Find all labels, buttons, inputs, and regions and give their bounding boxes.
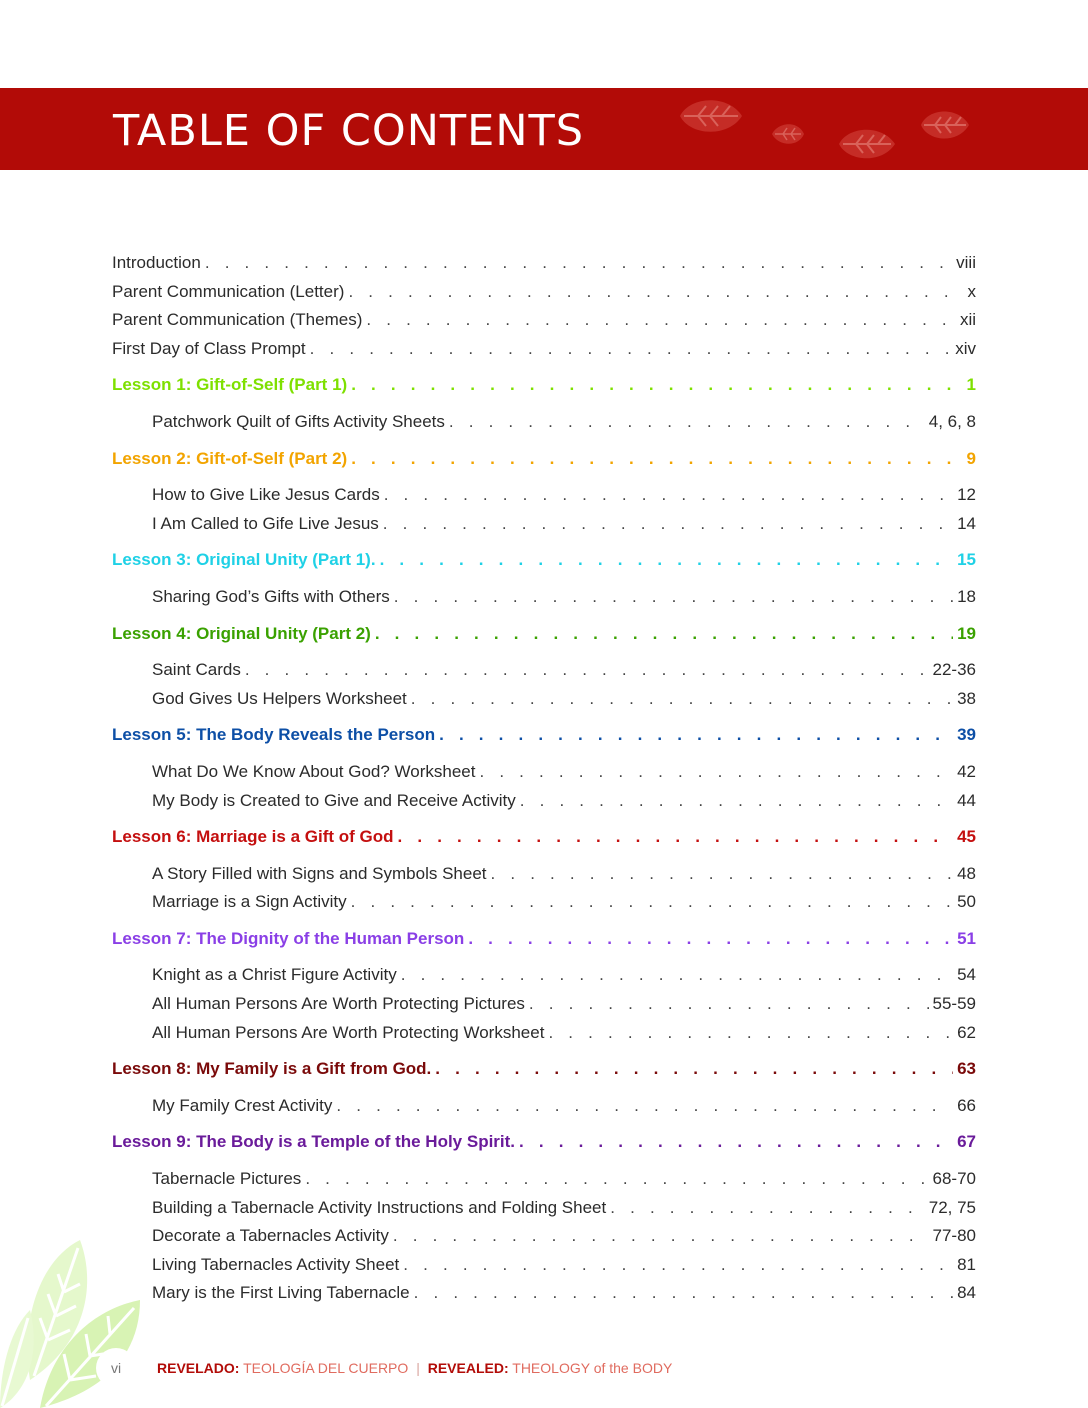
toc-entry-page: 81: [957, 1254, 976, 1274]
toc-entry-label: A Story Filled with Signs and Symbols Sheet: [152, 863, 487, 883]
lesson-page: 9: [966, 448, 976, 468]
toc-subentry[interactable]: [112, 863, 976, 885]
toc-entry-page: 62: [957, 1022, 976, 1042]
toc-entry-label: Parent Communication (Letter): [112, 281, 345, 301]
toc-entry-label: Introduction: [112, 253, 201, 272]
dot-leader: [393, 1225, 929, 1247]
lesson-5-heading[interactable]: [112, 724, 976, 746]
dot-leader: [411, 688, 953, 710]
dot-leader: [351, 891, 953, 913]
leaf-decoration-icon: [836, 124, 898, 164]
toc-entry-label: My Family Crest Activity: [152, 1095, 333, 1115]
lesson-title: Lesson 7: The Dignity of the Human Person: [112, 928, 465, 948]
toc-subentry[interactable]: [112, 1225, 976, 1247]
lesson-3-heading[interactable]: [112, 549, 976, 571]
toc-entry[interactable]: [112, 281, 976, 303]
toc-entry-label: Mary is the First Living Tabernacle: [152, 1283, 410, 1303]
dot-leader: [414, 1282, 953, 1304]
leaves-corner-icon: [0, 1230, 160, 1408]
lesson-page: 39: [957, 725, 976, 745]
dot-leader: [366, 309, 956, 331]
toc-entry[interactable]: [112, 338, 976, 360]
lesson-6-heading[interactable]: [112, 826, 976, 848]
lesson-9-heading[interactable]: [112, 1131, 976, 1153]
toc-entry-label: Saint Cards: [152, 660, 241, 680]
dot-leader: [529, 993, 929, 1015]
dot-leader: [375, 623, 953, 645]
toc-entry-page: 4, 6, 8: [928, 411, 976, 431]
lesson-title: Lesson 2: Gift-of-Self (Part 2): [112, 448, 348, 468]
toc-entry-page: 68-70: [932, 1169, 976, 1189]
toc-subentry[interactable]: [112, 659, 976, 681]
toc-entry-label: Decorate a Tabernacles Activity: [152, 1226, 389, 1246]
toc-subentry[interactable]: [112, 1282, 976, 1304]
toc-entry-label: God Gives Us Helpers Worksheet: [152, 688, 407, 708]
toc-entry-label: What Do We Know About God? Worksheet: [152, 761, 476, 781]
dot-leader: [548, 1022, 953, 1044]
lesson-title: Lesson 4: Original Unity (Part 2): [112, 623, 371, 643]
lesson-page: 45: [957, 827, 976, 847]
lesson-title: Lesson 3: Original Unity (Part 1).: [112, 550, 376, 570]
toc-entry-page: viii: [956, 253, 976, 272]
toc-entry-page: 50: [957, 892, 976, 912]
lesson-7-heading[interactable]: [112, 928, 976, 950]
lesson-page: 1: [966, 375, 976, 395]
lesson-8-heading[interactable]: [112, 1058, 976, 1080]
dot-leader: [384, 484, 953, 506]
toc-entry-page: 44: [957, 790, 976, 810]
toc-entry-page: 12: [957, 485, 976, 505]
toc-subentry[interactable]: [112, 1168, 976, 1190]
table-of-contents: [112, 252, 976, 1311]
toc-entry-page: 54: [957, 965, 976, 985]
toc-entry-page: 22-36: [932, 660, 976, 680]
dot-leader: [520, 790, 953, 812]
dot-leader: [468, 928, 953, 950]
toc-entry-label: My Body is Created to Give and Receive Activity: [152, 790, 516, 810]
toc-subentry[interactable]: [112, 586, 976, 608]
toc-entry-label: Marriage is a Sign Activity: [152, 892, 347, 912]
lesson-title: Lesson 1: Gift-of-Self (Part 1): [112, 375, 348, 395]
toc-entry-page: 77-80: [932, 1226, 976, 1246]
dot-leader: [439, 724, 953, 746]
toc-entry[interactable]: [112, 252, 976, 274]
header-banner: [0, 88, 1088, 170]
footer-en-bold: REVEALED:: [427, 1360, 509, 1376]
lesson-2-heading[interactable]: [112, 448, 976, 470]
toc-entry-page: 14: [957, 513, 976, 533]
dot-leader: [336, 1095, 953, 1117]
toc-entry-label: Living Tabernacles Activity Sheet: [152, 1254, 400, 1274]
dot-leader: [435, 1058, 953, 1080]
lesson-title: Lesson 9: The Body is a Temple of the Holy Spirit.: [112, 1132, 516, 1152]
toc-entry-label: All Human Persons Are Worth Protecting Worksheet: [152, 1022, 545, 1042]
toc-subentry[interactable]: [112, 1254, 976, 1276]
toc-subentry[interactable]: [112, 891, 976, 913]
toc-entry-page: xiv: [955, 338, 976, 358]
lesson-title: Lesson 5: The Body Reveals the Person: [112, 725, 436, 745]
toc-subentry[interactable]: [112, 688, 976, 710]
toc-subentry[interactable]: [112, 761, 976, 783]
lesson-4-heading[interactable]: [112, 623, 976, 645]
toc-entry-label: I Am Called to Gife Live Jesus: [152, 513, 379, 533]
toc-entry-label: Knight as a Christ Figure Activity: [152, 965, 397, 985]
dot-leader: [351, 374, 962, 396]
dot-leader: [401, 964, 953, 986]
toc-subentry[interactable]: [112, 993, 976, 1015]
toc-entry-label: Sharing God’s Gifts with Others: [152, 586, 390, 606]
toc-subentry[interactable]: [112, 1095, 976, 1117]
dot-leader: [394, 586, 953, 608]
toc-entry[interactable]: [112, 309, 976, 331]
footer-es: TEOLOGÍA DEL CUERPO: [243, 1360, 409, 1376]
toc-entry-page: 55-59: [932, 994, 976, 1014]
toc-subentry[interactable]: [112, 790, 976, 812]
page-title: TABLE OF CONTENTS: [113, 106, 585, 156]
dot-leader: [245, 659, 929, 681]
dot-leader: [403, 1254, 953, 1276]
toc-entry-page: xii: [959, 310, 976, 330]
dot-leader: [383, 513, 953, 535]
dot-leader: [305, 1168, 928, 1190]
toc-subentry[interactable]: [112, 484, 976, 506]
lesson-page: 67: [957, 1132, 976, 1152]
dot-leader: [380, 549, 954, 571]
toc-entry-label: Parent Communication (Themes): [112, 310, 363, 330]
lesson-page: 19: [957, 623, 976, 643]
toc-subentry[interactable]: [112, 1022, 976, 1044]
leaf-decoration-icon: [918, 106, 972, 144]
footer-en: THEOLOGY of the BODY: [512, 1360, 673, 1376]
lesson-page: 51: [957, 928, 976, 948]
toc-entry-page: 48: [957, 863, 976, 883]
dot-leader: [479, 761, 953, 783]
toc-entry-page: 42: [957, 761, 976, 781]
dot-leader: [348, 281, 963, 303]
toc-entry-page: 84: [957, 1283, 976, 1303]
toc-entry-label: Patchwork Quilt of Gifts Activity Sheets: [152, 411, 445, 431]
dot-leader: [398, 826, 954, 848]
toc-subentry[interactable]: [112, 1197, 976, 1219]
lesson-page: 15: [957, 550, 976, 570]
dot-leader: [205, 252, 952, 274]
lesson-title: Lesson 8: My Family is a Gift from God.: [112, 1059, 432, 1079]
page-number: vi: [96, 1348, 136, 1388]
footer-title: [157, 1360, 672, 1376]
dot-leader: [491, 863, 954, 885]
toc-entry-label: First Day of Class Prompt: [112, 338, 306, 358]
leaf-decoration-icon: [770, 120, 806, 148]
lesson-title: Lesson 6: Marriage is a Gift of God: [112, 827, 394, 847]
toc-entry-label: Building a Tabernacle Activity Instructions and Folding Sheet: [152, 1197, 607, 1217]
toc-entry-label: Tabernacle Pictures: [152, 1169, 302, 1189]
toc-entry-label: How to Give Like Jesus Cards: [152, 485, 380, 505]
toc-entry-page: 38: [957, 688, 976, 708]
lesson-page: 63: [957, 1059, 976, 1079]
dot-leader: [610, 1197, 924, 1219]
dot-leader: [519, 1131, 953, 1153]
footer-es-bold: REVELADO:: [157, 1360, 240, 1376]
toc-subentry[interactable]: [112, 411, 976, 433]
lesson-1-heading[interactable]: [112, 374, 976, 396]
toc-entry-label: All Human Persons Are Worth Protecting Pictures: [152, 994, 525, 1014]
footer-separator: |: [416, 1360, 420, 1376]
leaf-decoration-icon: [676, 94, 746, 138]
dot-leader: [351, 448, 962, 470]
toc-entry-page: 18: [957, 586, 976, 606]
toc-entry-page: 66: [957, 1095, 976, 1115]
toc-subentry[interactable]: [112, 964, 976, 986]
dot-leader: [310, 338, 952, 360]
toc-entry-page: 72, 75: [928, 1197, 976, 1217]
toc-subentry[interactable]: [112, 513, 976, 535]
toc-entry-page: x: [967, 281, 976, 301]
dot-leader: [449, 411, 925, 433]
